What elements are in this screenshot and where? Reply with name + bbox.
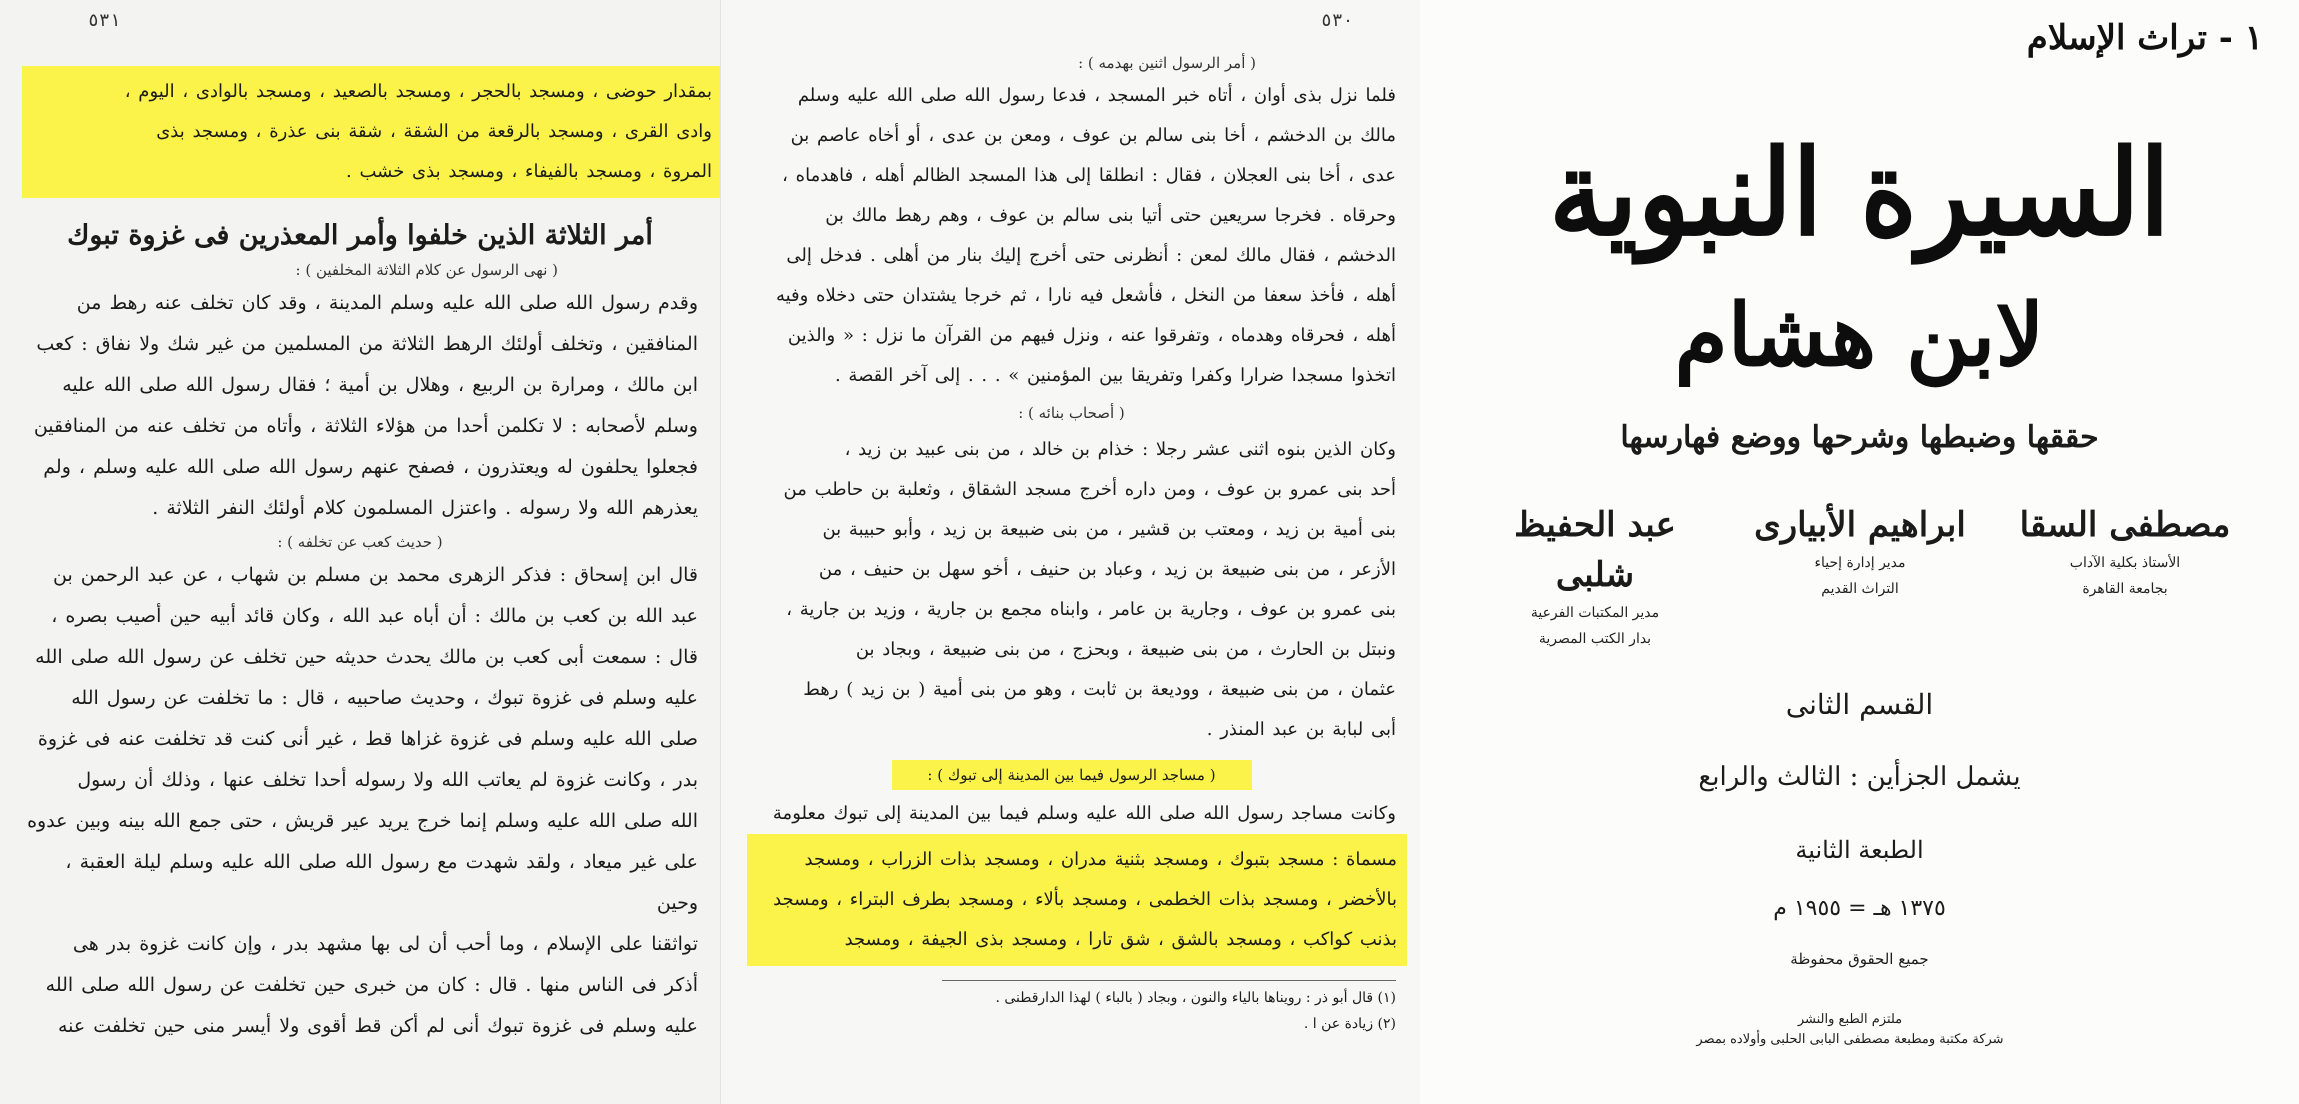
- editors-list: [1480, 500, 2240, 652]
- series-label: ١ - تراث الإسلام: [2026, 18, 2263, 58]
- book-author: لابن هشام: [1674, 285, 2045, 386]
- sub-heading: ( أمر الرسول اثنين بهدمه ) :: [1078, 54, 1256, 72]
- text-line: على غير ميعاد ، ولقد شهدت مع رسول الله صلى الله عليه وسلم ليلة العقبة ، وحين: [65, 851, 698, 914]
- highlighted-subheading: ( مساجد الرسول فيما بين المدينة إلى تبوك ) :: [892, 760, 1252, 790]
- text-line: عليه وسلم فى غزوة تبوك ، وحديث صاحبيه ، قال : ما تخلفت عن رسول الله: [71, 687, 698, 709]
- editor: [1480, 500, 1710, 652]
- text-line: أحد بنى عمرو بن عوف ، ومن داره أخرج مسجد الشقاق ، وثعلبة بن حاطب من: [783, 479, 1396, 500]
- text-line: وحرقاه . فخرجا سريعين حتى أتيا بنى سالم بن عوف ، وهم رهط مالك بن: [825, 205, 1396, 226]
- editor-name: مصطفى السقا: [2019, 505, 2231, 545]
- text-line: أهله ، فأخذ سعفا من النخل ، فأشعل فيه نارا ، ثم خرجا يشتدان حتى دخلاه وفيه: [775, 285, 1396, 306]
- text-line: مسماة : مسجد بتبوك ، ومسجد بثنية مدران ، ومسجد بذات الزراب ، ومسجد: [804, 849, 1397, 870]
- editing-credit: حققها وضبطها وشرحها ووضع فهارسها: [1620, 420, 2099, 455]
- text-line: وسلم لأصحابه : لا تكلمن أحدا من هؤلاء الثلاثة ، وأتاه من تخلف عنه من المنافقين: [33, 415, 698, 437]
- text-line: وادى القرى ، ومسجد بالرقعة من الشقة ، شقة بنى عذرة ، ومسجد بذى: [156, 121, 712, 142]
- text-line: عبد الله بن كعب بن مالك : أن أباه عبد الله ، وكان قائد أبيه حين أصيب بصره ،: [51, 605, 698, 627]
- editor-role: التراث القديم: [1821, 581, 1899, 597]
- paragraph: [747, 430, 1396, 750]
- text-line: بمقدار حوضى ، ومسجد بالحجر ، ومسجد بالصعيد ، ومسجد بالوادى ، اليوم ،: [124, 81, 712, 102]
- paragraph: [747, 76, 1396, 396]
- text-line: أذكر فى الناس منها . قال : كان من خبرى حين تخلفت عن رسول الله صلى الله: [45, 974, 698, 996]
- text-line: بنى أمية بن زيد ، ومعتب بن قشير ، من بنى ضبيعة بن زيد ، وأبو حبيبة بن: [822, 519, 1396, 540]
- editor: [2010, 500, 2240, 652]
- text-line: ونبتل بن الحارث ، من بنى ضبيعة ، وبحزج ، من بنى ضبيعة ، وبجاد بن: [855, 639, 1396, 660]
- editor-name: ابراهيم الأبيارى: [1754, 505, 1966, 545]
- part-label: القسم الثانى: [1785, 688, 1934, 721]
- book-title: السيرة النبوية: [1549, 123, 2170, 262]
- text-line: يعذرهم الله ولا رسوله . واعتزل المسلمون كلام أولئك النفر الثلاثة .: [152, 497, 698, 519]
- paragraph: [22, 555, 698, 1047]
- footnotes: [942, 980, 1396, 1037]
- text-line: عليه وسلم فى غزوة تبوك أنى لم أكن قط أقوى ولا أيسر منى حين تخلفت عنه: [58, 1015, 698, 1037]
- text-line: بدر ، وكانت غزوة لم يعاتب الله ولا رسوله أحدا تخلف عنها ، وذلك أن رسول: [77, 769, 698, 791]
- editor-name: عبد الحفيظ شلبى: [1514, 505, 1676, 595]
- volumes-label: يشمل الجزأين : الثالث والرابع: [1698, 762, 2021, 792]
- highlighted-passage: [22, 66, 720, 198]
- sub-heading: ( أصحاب بنائه ) :: [1018, 404, 1125, 422]
- editor-role: مدير إدارة إحياء: [1814, 555, 1906, 571]
- editor: [1745, 500, 1975, 652]
- text-line: أهله ، فحرقاه وهدماه ، وتفرقوا عنه ، ونزل فيهم من القرآن ما نزل : « والذين: [787, 325, 1396, 346]
- text-line: وكانت مساجد رسول الله صلى الله عليه وسلم فيما بين المدينة إلى تبوك معلومة: [772, 803, 1396, 824]
- text-line: وكان الذين بنوه اثنى عشر رجلا : خذام بن خالد ، من بنى عبيد بن زيد ،: [844, 439, 1396, 460]
- text-line: تواثقنا على الإسلام ، وما أحب أن لى بها مشهد بدر ، وإن كانت غزوة بدر هى: [72, 933, 698, 955]
- text-line: بنى عمرو بن عوف ، وجارية بن عامر ، وابناه مجمع بن جارية ، وزيد بن جارية ،: [786, 599, 1396, 620]
- page-number: ٥٣٠: [1321, 10, 1354, 31]
- text-line: صلى الله عليه وسلم فى غزوة غزاها قط ، غير أنى كنت قد تخلفت عنه فى غزوة: [37, 728, 698, 750]
- edition-label: الطبعة الثانية: [1795, 836, 1924, 864]
- text-line: الله صلى الله عليه وسلم إنما خرج يريد عير قريش ، حتى جمع الله بينه وبين عدوه: [27, 810, 698, 832]
- highlighted-passage: [747, 834, 1407, 966]
- editor-role: الأستاذ بكلية الآداب: [2069, 555, 2181, 571]
- footnote: (٢) زيادة عن ا .: [1303, 1016, 1396, 1032]
- page-531: [0, 0, 720, 1104]
- text-line: بذنب كواكب ، ومسجد بالشق ، شق تارا ، ومسجد بذى الجيفة ، ومسجد: [844, 929, 1397, 950]
- sub-heading: ( حديث كعب عن تخلفه ) :: [277, 533, 443, 551]
- text-line: مالك بن الدخشم ، أخا بنى سالم بن عوف ، ومعن بن عدى ، أو أخاه عاصم بن: [790, 125, 1396, 146]
- text-line: المنافقين ، وتخلف أولئك الرهط الثلاثة من المسلمين من غير شك ولا نفاق : كعب: [36, 333, 698, 355]
- footnote: (١) قال أبو ذر : رويناها بالياء والنون ، وبجاد ( بالباء ) لهذا الدارقطنى .: [995, 990, 1396, 1006]
- publisher-line: شركة مكتبة ومطبعة مصطفى البابى الحلبى وأولاده بمصر: [1696, 1032, 2004, 1047]
- page-530: [720, 0, 1420, 1104]
- year-label: ١٣٧٥ هـ = ١٩٥٥ م: [1773, 896, 1946, 921]
- publisher-line: ملتزم الطبع والنشر: [1797, 1012, 1903, 1027]
- text-line: فلما نزل بذى أوان ، أتاه خبر المسجد ، فدعا رسول الله صلى الله عليه وسلم: [797, 85, 1396, 106]
- publisher-imprint: [1620, 1010, 2080, 1050]
- page-number: ٥٣١: [88, 10, 121, 31]
- text-line: ابن مالك ، ومرارة بن الربيع ، وهلال بن أمية ؛ فقال رسول الله صلى الله عليه: [62, 374, 698, 396]
- text-line: قال ابن إسحاق : فذكر الزهرى محمد بن مسلم بن شهاب ، عن عبد الرحمن بن: [53, 564, 698, 586]
- text-line: الأزعر ، من بنى ضبيعة بن زيد ، وعباد بن حنيف ، أخو سهل بن حنيف ، من: [818, 559, 1396, 580]
- title-page: [1420, 0, 2299, 1104]
- editor-role: بجامعة القاهرة: [2082, 581, 2168, 597]
- sub-heading: ( نهى الرسول عن كلام الثلاثة المخلفين ) :: [295, 261, 558, 279]
- text-line: عثمان ، من بنى ضبيعة ، ووديعة بن ثابت ، وهو من بنى أمية ( بن زيد ) رهط: [803, 679, 1396, 700]
- editor-role: مدير المكتبات الفرعية: [1530, 605, 1660, 621]
- text-line: فجعلوا يحلفون له ويعتذرون ، فصفح عنهم رسول الله صلى الله عليه وسلم ، ولم: [43, 456, 698, 478]
- text-line: اتخذوا مسجدا ضرارا وكفرا وتفريقا بين المؤمنين » . . . إلى آخر القصة .: [834, 365, 1396, 386]
- section-title: أمر الثلاثة الذين خلفوا وأمر المعذرين فى غزوة تبوك: [67, 220, 653, 251]
- rights-label: جميع الحقوق محفوظة: [1790, 950, 1929, 968]
- text-line: بالأخضر ، ومسجد بذات الخطمى ، ومسجد بألاء ، ومسجد بطرف البتراء ، ومسجد: [773, 889, 1397, 910]
- text-line: قال : سمعت أبى كعب بن مالك يحدث حديثه حين تخلف عن رسول الله صلى الله: [35, 646, 698, 668]
- editor-role: بدار الكتب المصرية: [1538, 631, 1652, 647]
- text-line: المروة ، ومسجد بالفيفاء ، ومسجد بذى خشب .: [346, 161, 712, 182]
- paragraph: [22, 283, 698, 529]
- text-line: أبى لبابة بن عبد المنذر .: [1206, 719, 1396, 740]
- text-line: عدى ، أخا بنى العجلان ، فقال : انطلقا إلى هذا المسجد الظالم أهله ، فاهدماه ،: [782, 165, 1396, 186]
- text-line: الدخشم ، فقال مالك لمعن : أنظرنى حتى أخرج إليك بنار من أهلى . فدخل إلى: [786, 245, 1396, 266]
- text-line: وقدم رسول الله صلى الله عليه وسلم المدينة ، وقد كان تخلف عنه رهط من: [76, 292, 698, 314]
